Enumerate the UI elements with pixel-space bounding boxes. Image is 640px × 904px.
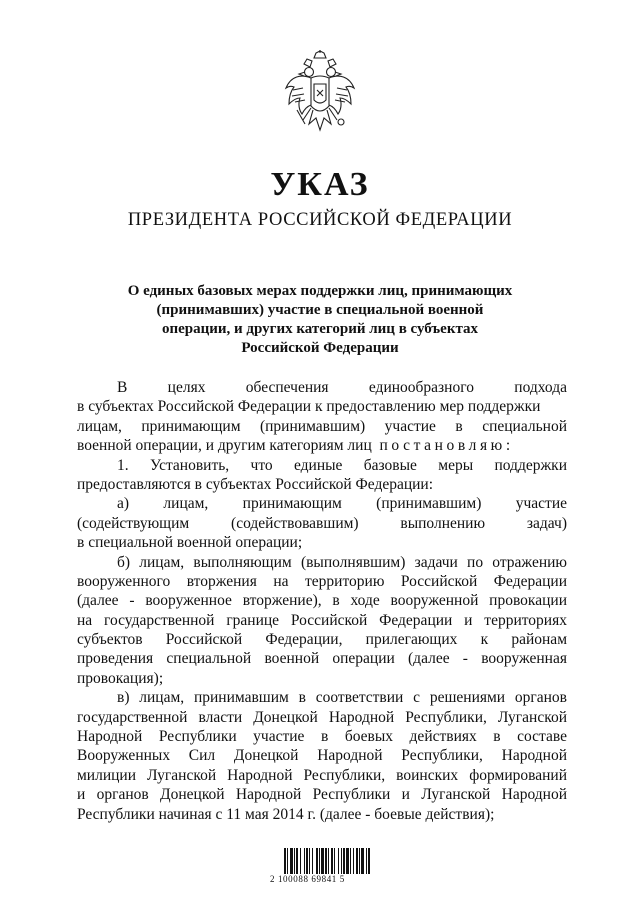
barcode-bar: [316, 848, 318, 874]
barcode-bar: [338, 848, 339, 874]
barcode-bar: [341, 848, 342, 874]
item-v-line: Вооруженных Сил Донецкой Народной Республики, Народной: [77, 747, 567, 765]
clause-line: 1. Установить, что единые базовые меры поддержки: [117, 456, 567, 474]
barcode-bar: [328, 848, 329, 874]
document-type: УКАЗ: [270, 166, 370, 203]
subject-line: (принимавших) участие в специальной военной: [156, 302, 484, 318]
barcode-icon: [284, 848, 370, 874]
item-v-line: Республики начиная с 11 мая 2014 г. (далее - боевые действия);: [77, 805, 495, 823]
barcode-bar: [287, 848, 288, 874]
subject-line: операции, и других категорий лиц в субъектах: [161, 321, 479, 337]
item-a-line: а) лицам, принимающим (принимавшим) участие: [117, 495, 567, 513]
barcode-bar: [284, 848, 286, 874]
item-b-line: провокация);: [77, 669, 164, 687]
barcode-bar: [304, 848, 305, 874]
item-b-line: б) лицам, выполняющим (выполнявшим) задачи по отражению: [117, 553, 567, 571]
barcode-bar: [361, 848, 364, 874]
barcode-bar: [366, 848, 367, 874]
item-b-line: субъектов Российской Федерации, прилегающих к районам: [77, 631, 567, 649]
barcode-bar: [368, 848, 370, 874]
barcode-bar: [356, 848, 358, 874]
item-a-line: (содействующим (содействовавшим) выполнению задач): [77, 514, 567, 532]
preamble-line: военной операции, и другим категориям лиц: [77, 437, 372, 455]
document-subject: [100, 282, 540, 358]
barcode-bar: [312, 848, 313, 874]
clause-line: предоставляются в субъектах Российской Федерации:: [77, 475, 434, 493]
barcode-bar: [331, 848, 333, 874]
barcode-bar: [325, 848, 327, 874]
item-v-line: милиции Луганской Народной Республики, воинских формирований: [77, 766, 567, 784]
item-v-line: в) лицам, принимавшим в соответствии с решениями органов: [117, 689, 567, 707]
item-b-line: вооруженного вторжения на территорию Российской Федерации: [77, 572, 567, 590]
item-b-line: (далее - вооруженное вторжение), в ходе вооруженной провокации: [77, 592, 567, 610]
decree-word: постановляю: [379, 437, 506, 455]
document-issuer: ПРЕЗИДЕНТА РОССИЙСКОЙ ФЕДЕРАЦИИ: [127, 210, 513, 230]
preamble-line: В целях обеспечения единообразного подхода: [117, 379, 567, 396]
preamble-line-with-decree: [77, 436, 567, 455]
barcode-bar: [343, 848, 345, 874]
item-v-line: Народной Республики участие в боевых действиях в составе: [77, 728, 567, 746]
barcode-bar: [296, 848, 298, 874]
subject-line: Российской Федерации: [241, 340, 399, 356]
item-v-line: государственной власти Донецкой Народной Республики, Луганской: [77, 708, 567, 726]
barcode-bar: [306, 848, 308, 874]
subject-line: О единых базовых мерах поддержки лиц, принимающих: [127, 283, 513, 299]
barcode-bar: [353, 848, 354, 874]
barcode-bar: [300, 848, 301, 874]
document-body: [77, 378, 567, 824]
item-b-line: проведения специальной военной операции (далее - вооруженная: [77, 650, 567, 668]
barcode-bar: [319, 848, 320, 874]
barcode-bar: [346, 848, 349, 874]
barcode-number: 2 100088 69841 5: [270, 874, 345, 884]
item-b-line: на государственной границе Российской Федерации и территориях: [77, 611, 567, 629]
decree-colon: :: [505, 437, 511, 455]
barcode-bar: [294, 848, 295, 874]
item-v-line: и органов Донецкой Народной Республики и Луганской Народной: [77, 786, 567, 804]
preamble-line: лицам, принимающим (принимавшим) участие в специальной: [77, 417, 567, 435]
barcode-bar: [334, 848, 335, 874]
barcode-bar: [350, 848, 351, 874]
russian-coat-of-arms-icon: [283, 50, 357, 140]
barcode: [270, 836, 380, 896]
barcode-bar: [309, 848, 310, 874]
barcode-bar: [321, 848, 324, 874]
preamble-line: в субъектах Российской Федерации к предоставлению мер поддержки: [77, 398, 541, 416]
barcode-bar: [359, 848, 360, 874]
barcode-bar: [290, 848, 293, 874]
item-a-line: в специальной военной операции;: [77, 534, 303, 552]
